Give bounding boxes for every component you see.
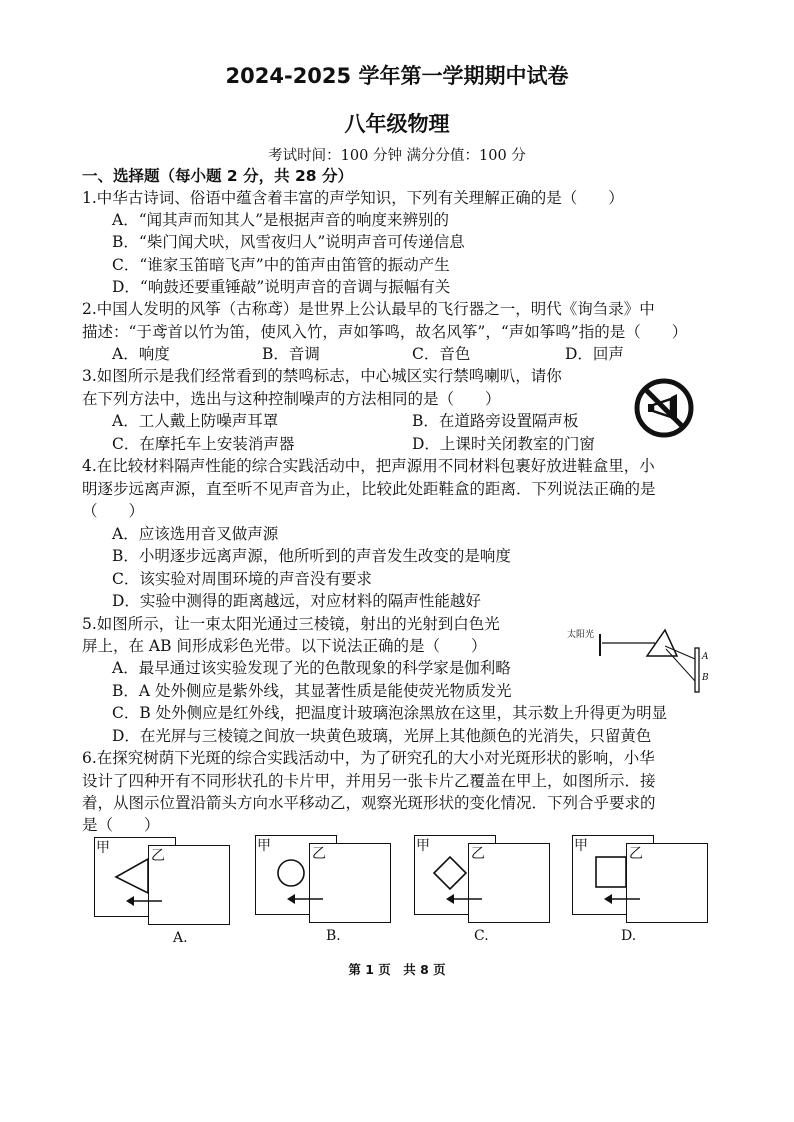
prism-sunlight-label: 太阳光 — [567, 630, 595, 640]
q2-option-d: D．回声 — [565, 345, 624, 363]
card-jia-label: 甲 — [257, 838, 271, 854]
prism-label-b: B — [702, 673, 709, 683]
q6-stem-line4: 是（ ） — [82, 816, 160, 834]
exam-info: 考试时间：100 分钟 满分分值：100 分 — [268, 148, 526, 164]
left-arrow-icon — [604, 893, 644, 905]
left-arrow-icon — [287, 893, 327, 905]
card-jia-label: 甲 — [96, 840, 110, 856]
q6-stem-line1: 6.在探究树荫下光斑的综合实践活动中，为了研究孔的大小对光斑形状的影响，小华 — [82, 749, 655, 767]
q3-stem-line2: 在下列方法中，选出与这种控制噪声的方法相同的是（ ） — [82, 390, 501, 408]
prism-label-a: A — [702, 652, 709, 662]
q4-stem-line3: （ ） — [82, 502, 145, 520]
q6-option-a-label: A. — [173, 930, 188, 946]
q2-stem-line2: 描述：“于鸢首以竹为笛，使风入竹，声如筝鸣，故名风筝”，“声如筝鸣”指的是（ ） — [82, 323, 688, 341]
page-footer: 第 1 页 共 8 页 — [348, 962, 446, 977]
q4-stem-line1: 4.在比较材料隔声性能的综合实践活动中，把声源用不同材料包裹好放进鞋盒里，小 — [82, 457, 655, 475]
section-heading: 一、选择题（每小题 2 分，共 28 分） — [82, 167, 353, 185]
card-yi-label: 乙 — [312, 846, 326, 862]
q6-stem-line2: 设计了四种开有不同形状孔的卡片甲，并用另一张卡片乙覆盖在甲上，如图所示．接 — [82, 772, 656, 790]
q6-figure-c — [414, 835, 554, 925]
q5-option-c: C．B 处外侧应是红外线，把温度计玻璃泡涂黑放在这里，其示数上升得更为明显 — [112, 704, 668, 722]
q4-option-d: D．实验中测得的距离越远，对应材料的隔声性能越好 — [112, 592, 481, 610]
q1-option-b: B．“柴门闻犬吠，风雪夜归人”说明声音可传递信息 — [112, 233, 465, 251]
no-honking-sign-icon — [633, 377, 695, 439]
q4-stem-line2: 明逐步远离声源，直至听不见声音为止，比较此处距鞋盒的距离．下列说法正确的是 — [82, 480, 656, 498]
q4-option-c: C．该实验对周围环境的声音没有要求 — [112, 570, 372, 588]
q5-option-b: B．A 处外侧应是紫外线，其显著性质是能使荧光物质发光 — [112, 682, 512, 700]
q2-option-b: B．音调 — [262, 345, 320, 363]
exam-title: 2024-2025 学年第一学期期中试卷 — [225, 64, 569, 88]
q5-option-d: D．在光屏与三棱镜之间放一块黄色玻璃，光屏上其他颜色的光消失，只留黄色 — [112, 727, 652, 745]
q3-option-d: D．上课时关闭教室的门窗 — [412, 435, 595, 453]
q6-figure-a — [94, 837, 234, 927]
q1-option-d: D．“响鼓还要重锤敲”说明声音的音调与振幅有关 — [112, 278, 451, 296]
q1-stem: 1.中华古诗词、俗语中蕴含着丰富的声学知识，下列有关理解正确的是（ ） — [82, 189, 624, 207]
q2-option-c: C．音色 — [412, 345, 471, 363]
q2-option-a: A．响度 — [112, 345, 170, 363]
q5-stem-line2: 屏上，在 AB 间形成彩色光带。以下说法正确的是（ ） — [82, 637, 487, 655]
q6-option-d-label: D. — [621, 928, 637, 944]
left-arrow-icon — [446, 893, 486, 905]
q6-stem-line3: 着，从图示位置沿箭头方向水平移动乙，观察光斑形状的变化情况．下列合乎要求的 — [82, 794, 656, 812]
q6-option-c-label: C. — [474, 928, 489, 944]
q3-option-b: B．在道路旁设置隔声板 — [412, 412, 579, 430]
card-yi-label: 乙 — [471, 846, 485, 862]
q1-option-c: C．“谁家玉笛暗飞声”中的笛声由笛管的振动产生 — [112, 256, 450, 274]
q3-option-c: C．在摩托车上安装消声器 — [112, 435, 295, 453]
q5-option-a: A．最早通过该实验发现了光的色散现象的科学家是伽利略 — [112, 659, 511, 677]
left-arrow-icon — [126, 895, 166, 907]
q3-stem-line1: 3.如图所示是我们经常看到的禁鸣标志，中心城区实行禁鸣喇叭，请你 — [82, 367, 562, 385]
q5-stem-line1: 5.如图所示，让一束太阳光通过三棱镜，射出的光射到白色光 — [82, 615, 500, 633]
q6-figure-d — [572, 835, 712, 925]
q2-stem-line1: 2.中国人发明的风筝（古称鸢）是世界上公认最早的飞行器之一，明代《询刍录》中 — [82, 300, 655, 318]
q6-option-b-label: B. — [326, 928, 341, 944]
card-jia-label: 甲 — [416, 838, 430, 854]
q4-option-a: A．应该选用音叉做声源 — [112, 525, 279, 543]
card-yi-label: 乙 — [629, 846, 643, 862]
card-jia-label: 甲 — [574, 838, 588, 854]
q3-option-a: A．工人戴上防噪声耳罩 — [112, 412, 279, 430]
card-yi-label: 乙 — [151, 848, 165, 864]
q1-option-a: A．“闻其声而知其人”是根据声音的响度来辨别的 — [112, 211, 450, 229]
q6-figure-b — [255, 835, 395, 925]
q4-option-b: B．小明逐步远离声源，他所听到的声音发生改变的是响度 — [112, 547, 511, 565]
exam-subtitle: 八年级物理 — [344, 112, 450, 136]
